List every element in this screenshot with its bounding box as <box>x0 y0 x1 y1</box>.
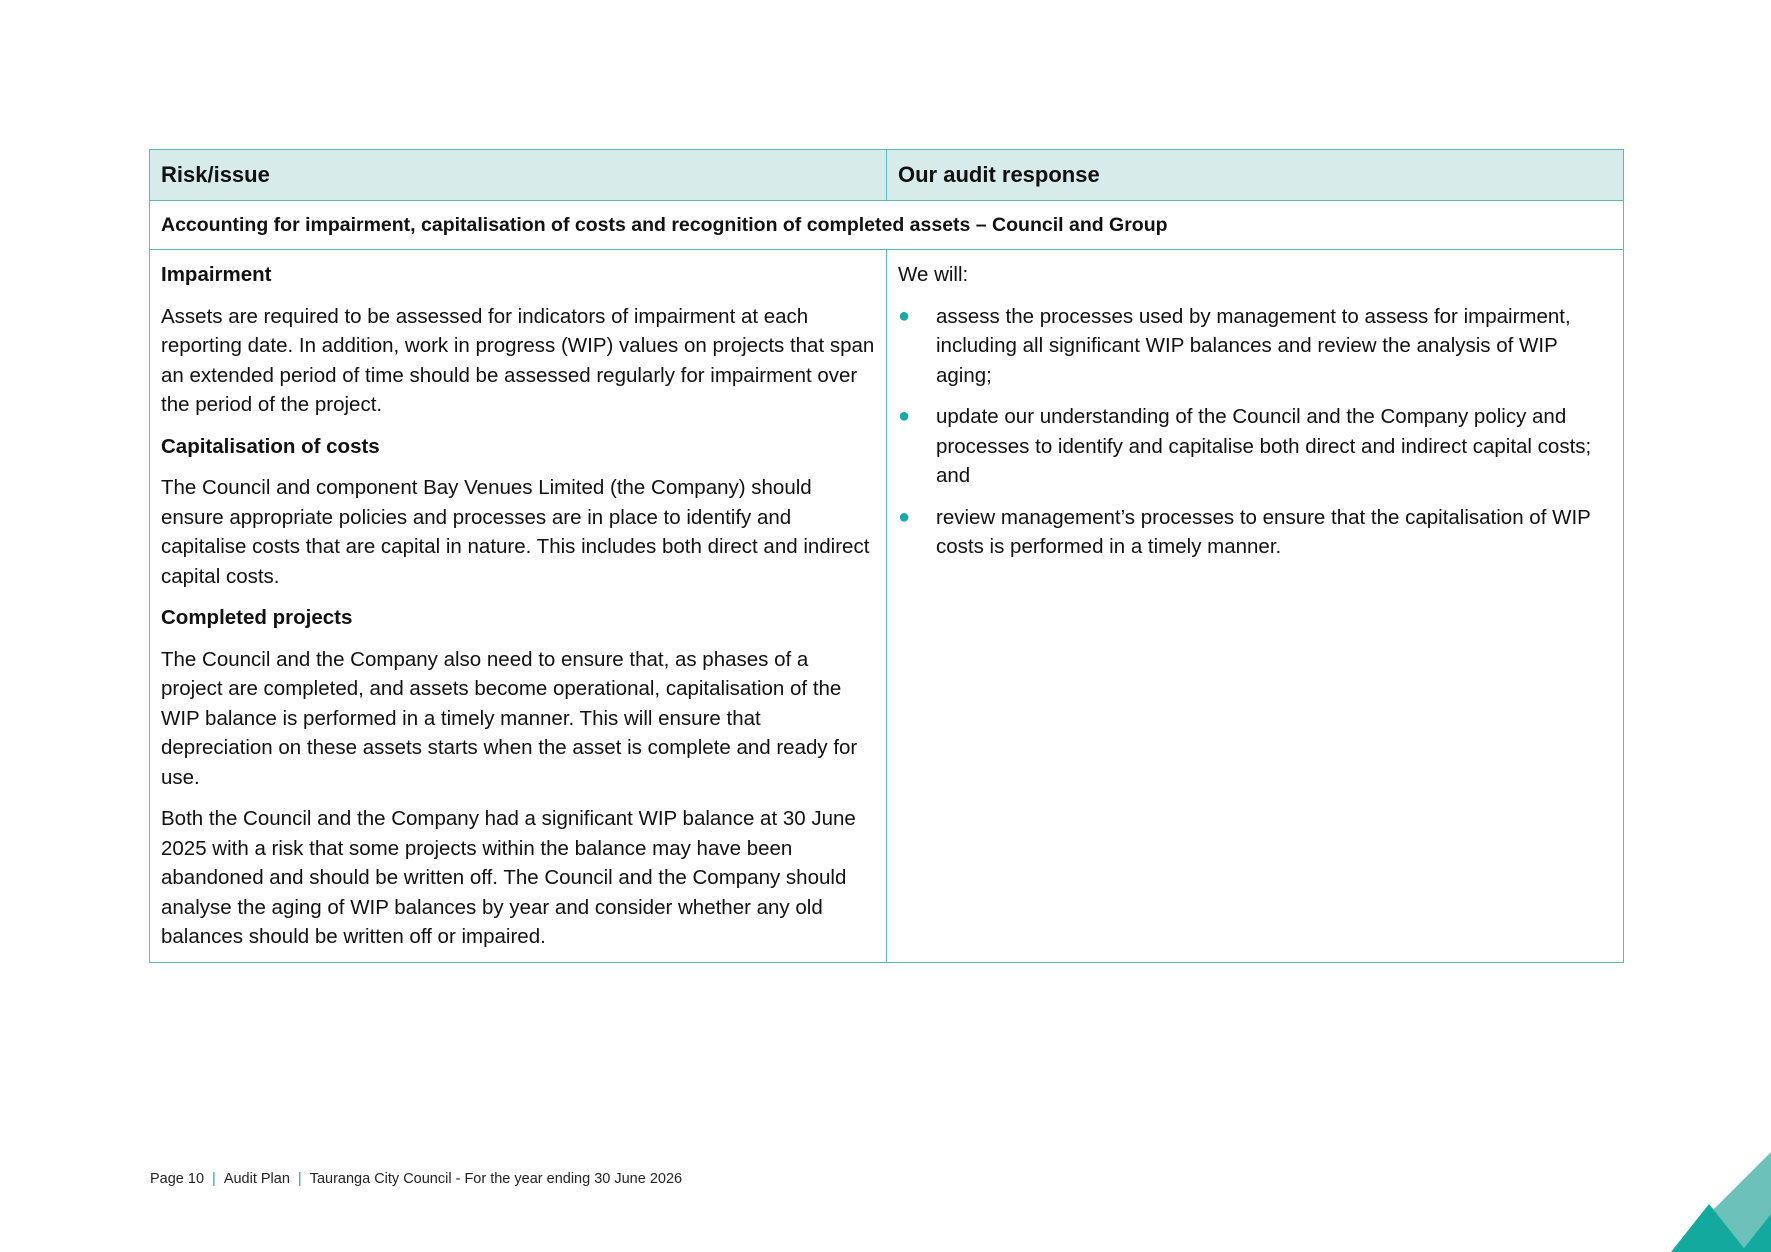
risk-cell <box>150 250 887 963</box>
section-title: Accounting for impairment, capitalisation of costs and recognition of completed assets – Council and Group <box>150 201 1624 250</box>
page-number: Page 10 <box>150 1171 205 1187</box>
list-item <box>898 402 1612 491</box>
bullet-icon: ● <box>898 505 911 528</box>
footer-separator: | <box>297 1171 302 1187</box>
list-item-text: assess the processes used by management to assess for impairment, including all significant WIP balances and review the analysis of WIP aging; <box>936 304 1571 387</box>
section-row <box>150 201 1624 250</box>
entity-period: Tauranga City Council - For the year ending 30 June 2026 <box>309 1171 683 1187</box>
impairment-text: Assets are required to be assessed for indicators of impairment at each reporting date. In addition, work in progress (WIP) values on projects that span an extended period of time should be assessed regularly for impairment over the period of the project. <box>161 304 875 416</box>
capitalisation-heading: Capitalisation of costs <box>161 434 380 458</box>
list-item-text: update our understanding of the Council and the Company policy and processes to identify and capitalise both direct and indirect capital costs; and <box>936 405 1592 487</box>
response-cell <box>887 250 1624 963</box>
bullet-icon: ● <box>898 304 911 327</box>
response-column-header: Our audit response <box>887 150 1624 201</box>
completed-projects-text: The Council and the Company also need to ensure that, as phases of a project are completed, and assets become operational, capitalisation of the WIP balance is performed in a timely manner. This will ensure that depreciation on these assets starts when the asset is complete and ready for use. <box>161 647 858 789</box>
response-intro: We will: <box>898 263 969 286</box>
response-list <box>898 302 1612 562</box>
page-footer <box>150 1171 682 1187</box>
impairment-heading: Impairment <box>161 263 272 286</box>
list-item-text: review management’s processes to ensure that the capitalisation of WIP costs is performed in a timely manner. <box>936 505 1591 558</box>
list-item <box>898 503 1612 562</box>
corner-decoration-icon <box>1671 1152 1771 1252</box>
capitalisation-text: The Council and component Bay Venues Limited (the Company) should ensure appropriate policies and processes are in place to identify and capitalise costs that are capital in nature. This includes both direct and indirect capital costs. <box>161 476 870 588</box>
list-item <box>898 302 1612 391</box>
footer-separator: | <box>212 1171 216 1187</box>
risk-column-header: Risk/issue <box>150 150 887 201</box>
completed-projects-heading: Completed projects <box>161 606 353 629</box>
document-name: Audit Plan <box>223 1171 290 1187</box>
bullet-icon: ● <box>898 405 911 427</box>
table-header-row <box>150 150 1624 201</box>
audit-risk-table <box>149 149 1624 963</box>
content-row <box>150 250 1624 963</box>
wip-balance-text: Both the Council and the Company had a significant WIP balance at 30 June 2025 with a risk that some projects within the balance may have been abandoned and should be written off. The Council and the Company should analyse the aging of WIP balances by year and consider whether any old balances should be written off or impaired. <box>161 807 856 948</box>
